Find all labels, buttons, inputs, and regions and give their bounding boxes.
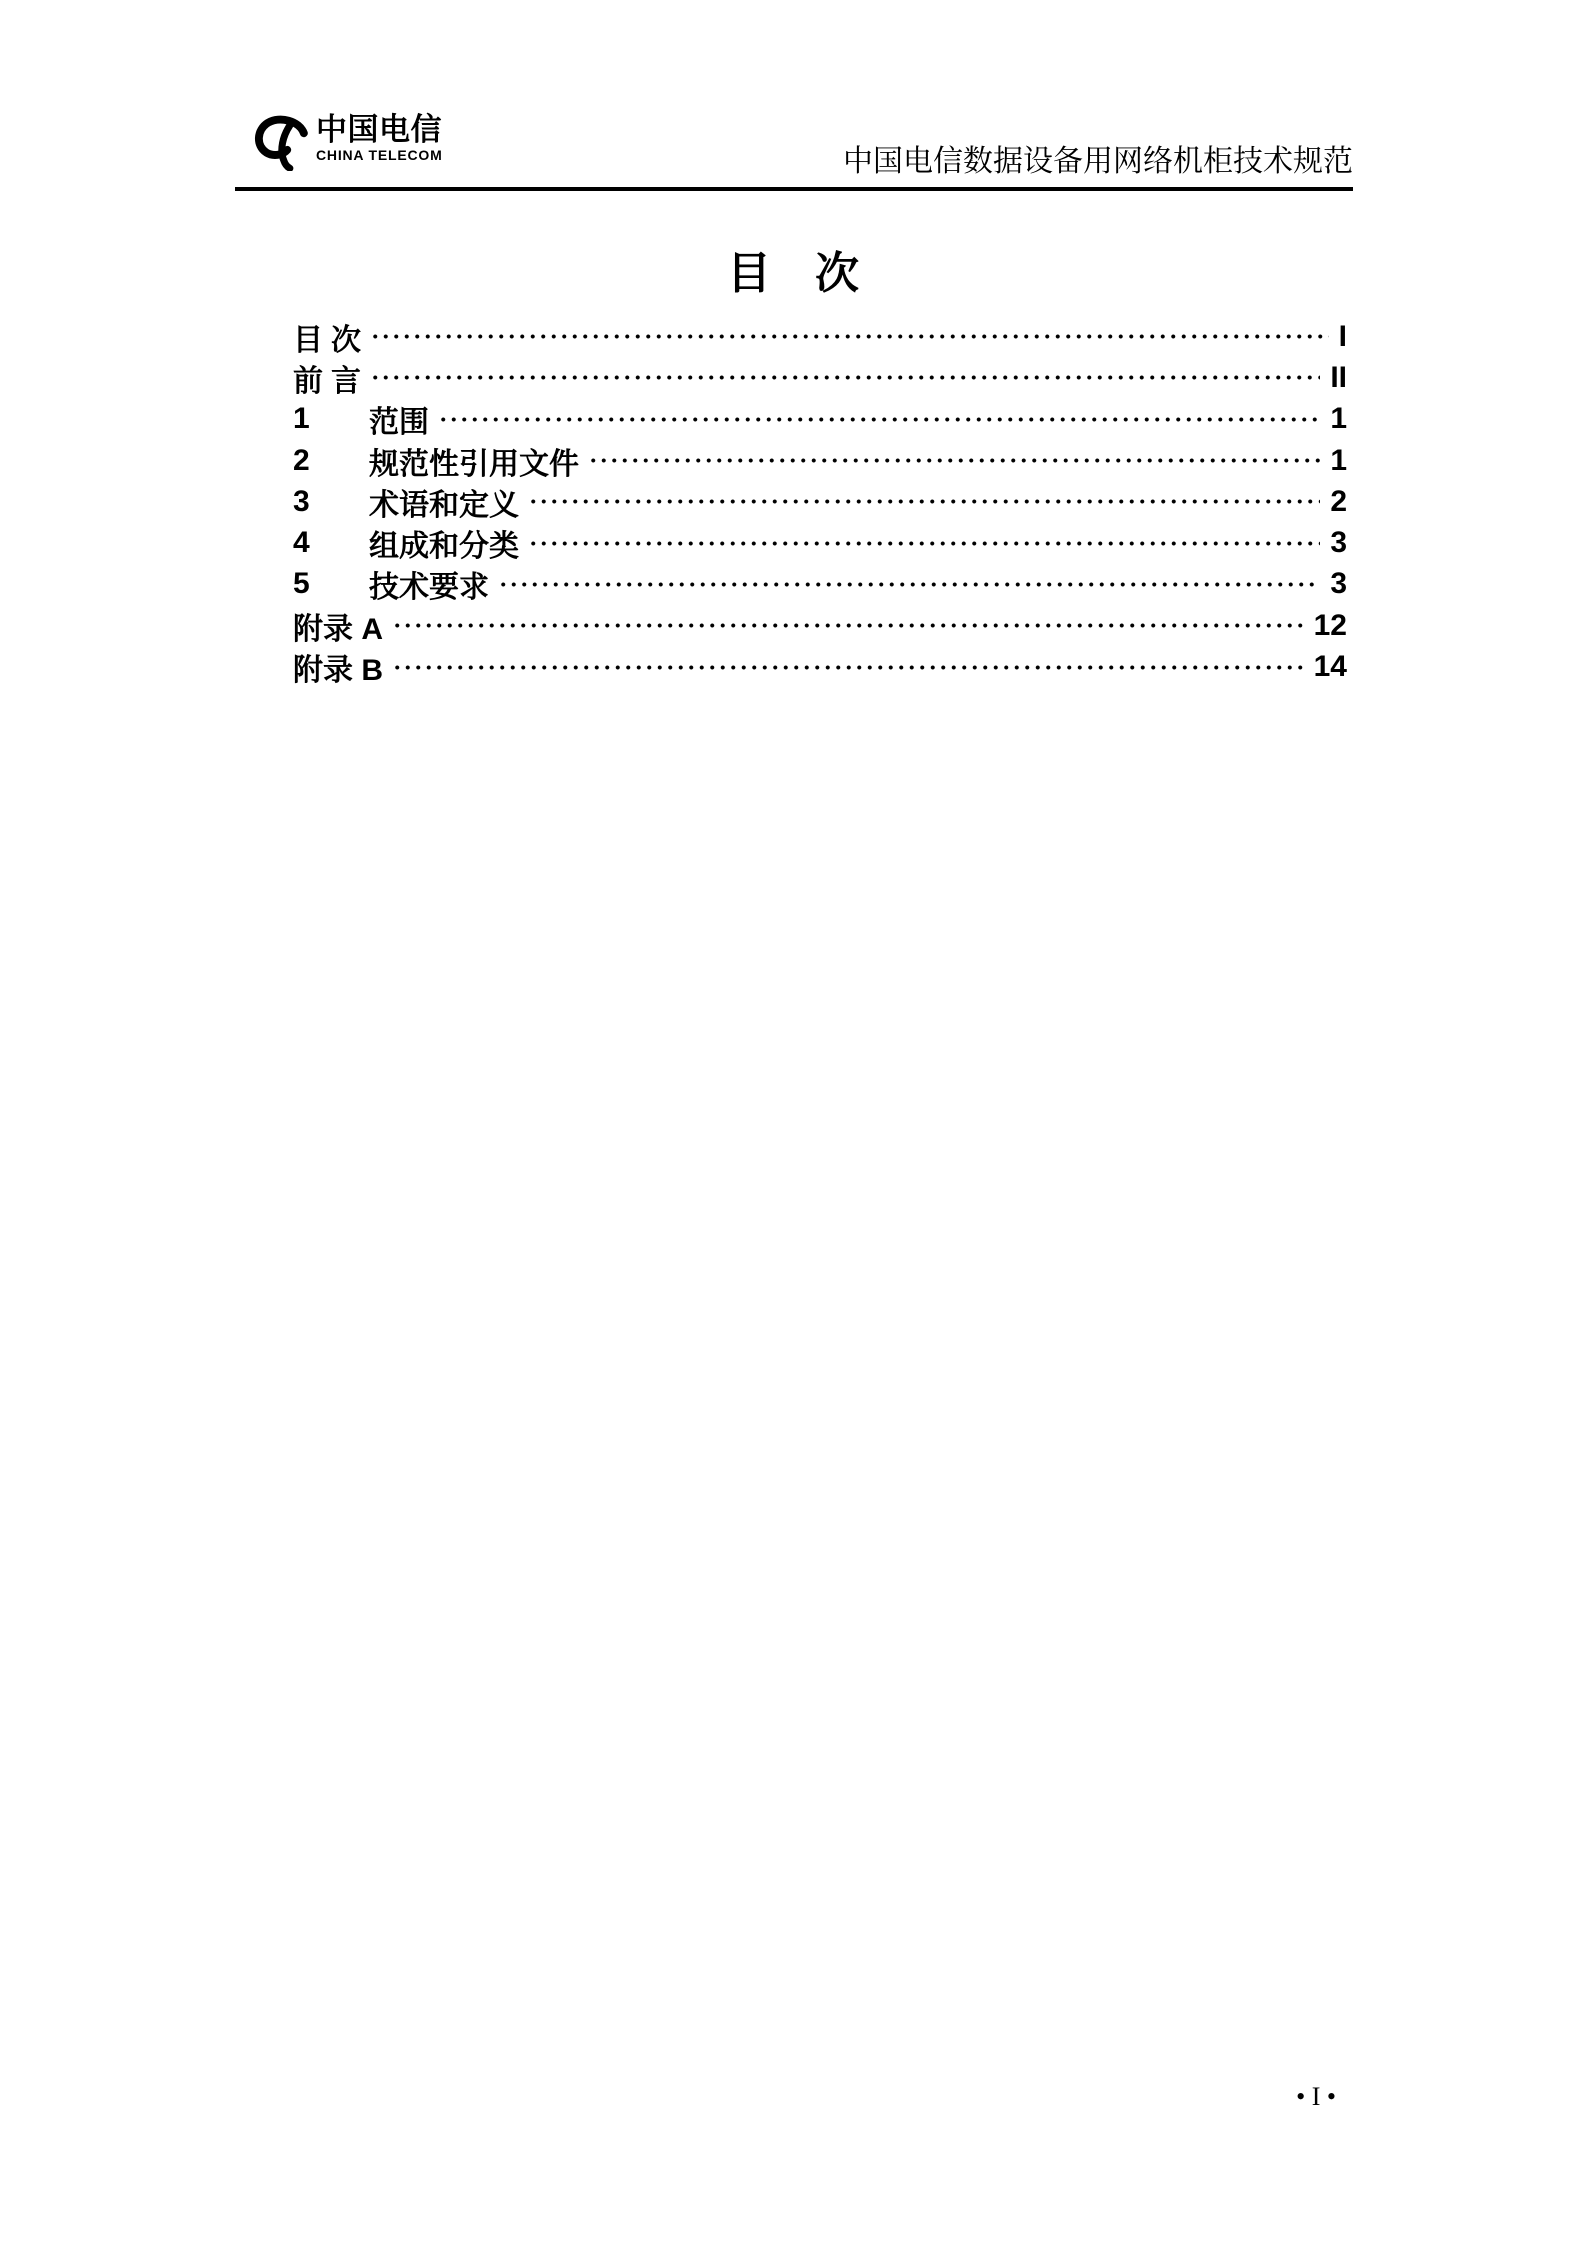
china-telecom-logo: [254, 112, 443, 171]
toc-row: [293, 316, 1347, 357]
logo-text: [316, 112, 443, 163]
toc-entry-page: 1: [1330, 402, 1347, 436]
toc-row: [293, 646, 1347, 687]
logo-name-cn: 中国电信: [316, 112, 442, 147]
dot-leader: [528, 523, 1320, 564]
page-title: 目 次: [727, 249, 859, 298]
logo-name-en: CHINA TELECOM: [316, 147, 443, 163]
toc-entry-page: I: [1338, 319, 1347, 353]
toc-entry-page: 12: [1313, 608, 1347, 642]
header-rule: [235, 187, 1353, 191]
toc-entry-num: 1: [293, 402, 310, 436]
toc-list: [293, 316, 1347, 688]
toc-entry-page: 2: [1330, 484, 1347, 518]
dot-leader: [392, 605, 1304, 646]
dot-leader: [438, 399, 1320, 440]
toc-row: [293, 605, 1347, 646]
dot-leader: [370, 316, 1329, 357]
toc-row: [293, 357, 1347, 398]
toc-row: [293, 564, 1347, 605]
toc-row: [293, 440, 1347, 481]
toc-row: [293, 481, 1347, 522]
toc-entry-num: 前: [293, 364, 323, 398]
toc-entry-title: 规范性引用文件: [369, 447, 579, 481]
header-doc-title: 中国电信数据设备用网络机柜技术规范: [843, 145, 1353, 178]
toc-entry-title: 附录 A: [293, 612, 383, 646]
toc-entry-num: 4: [293, 526, 310, 560]
toc-row: [293, 522, 1347, 563]
toc-entry-num: 目: [293, 323, 323, 357]
toc-entry-page: 14: [1313, 650, 1347, 684]
toc-entry-title: 技术要求: [369, 571, 489, 605]
toc-entry-num: 2: [293, 443, 310, 477]
dot-leader: [498, 564, 1320, 605]
toc-row: [293, 399, 1347, 440]
dot-leader: [370, 357, 1320, 398]
footer-page-number: • I •: [1296, 2082, 1336, 2111]
toc-entry-page: II: [1330, 360, 1347, 394]
toc-entry-title: 次: [331, 323, 361, 357]
toc-entry-title: 范围: [369, 406, 429, 440]
dot-leader: [588, 440, 1320, 481]
dot-leader: [392, 647, 1304, 688]
toc-entry-title: 附录 B: [293, 654, 383, 688]
toc-entry-num: 5: [293, 567, 310, 601]
dot-leader: [528, 481, 1320, 522]
toc-entry-title: 术语和定义: [369, 488, 519, 522]
toc-entry-page: 3: [1330, 567, 1347, 601]
toc-entry-num: 3: [293, 484, 310, 518]
toc-entry-title: 组成和分类: [369, 530, 519, 564]
china-telecom-logo-icon: [254, 113, 310, 171]
toc-entry-title: 言: [331, 364, 361, 398]
toc-entry-page: 3: [1330, 526, 1347, 560]
toc-entry-page: 1: [1330, 443, 1347, 477]
